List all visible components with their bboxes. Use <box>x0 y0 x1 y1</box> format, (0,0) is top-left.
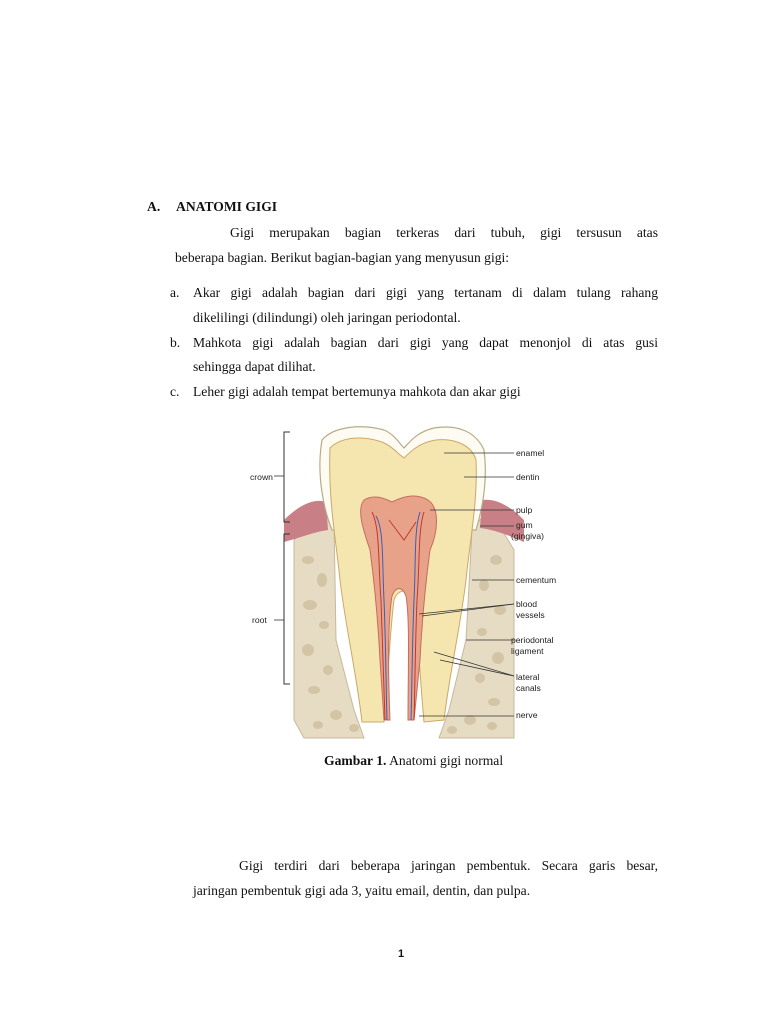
label-root: root <box>252 615 267 625</box>
figure-caption <box>324 753 503 769</box>
section-title: ANATOMI GIGI <box>176 199 278 214</box>
list-item-b-line-2: sehingga dapat dilihat. <box>193 359 316 374</box>
list-marker-a: a. <box>170 285 180 300</box>
label-dentin: dentin <box>516 472 540 482</box>
paragraph-2-line-2: jaringan pembentuk gigi ada 3, yaitu email, dentin, dan pulpa. <box>193 883 531 898</box>
section-marker: A. <box>147 199 161 214</box>
root-bracket <box>284 534 290 684</box>
list-item-c-line-1: Leher gigi adalah tempat bertemunya mahkota dan akar gigi <box>193 384 521 399</box>
label-canals: canals <box>516 683 541 693</box>
page-number: 1 <box>398 948 405 960</box>
list-marker-c: c. <box>170 384 180 399</box>
list-item-b-line-1: Mahkota gigi adalah bagian dari gigi yang dapat menonjol di atas gusi <box>193 335 658 350</box>
intro-line-1: Gigi merupakan bagian terkeras dari tubuh, gigi tersusun atas <box>230 225 658 240</box>
caption-label: Gambar 1. <box>324 753 387 768</box>
list-item-a-line-1: Akar gigi adalah bagian dari gigi yang tertanam di dalam tulang rahang <box>193 285 658 300</box>
intro-line-2: beberapa bagian. Berikut bagian-bagian yang menyusun gigi: <box>175 250 510 265</box>
label-cementum: cementum <box>516 575 557 585</box>
label-nerve: nerve <box>516 710 538 720</box>
label-gingiva: (gingiva) <box>511 531 544 541</box>
list-marker-b: b. <box>170 335 181 350</box>
label-vessels: vessels <box>516 610 545 620</box>
paragraph-2-line-1: Gigi terdiri dari beberapa jaringan pembentuk. Secara garis besar, <box>239 858 658 873</box>
list-item-a-line-2: dikelilingi (dilindungi) oleh jaringan periodontal. <box>193 310 461 325</box>
label-pulp: pulp <box>516 505 533 515</box>
label-ligament: ligament <box>511 646 544 656</box>
label-gum: gum <box>516 520 533 530</box>
label-enamel: enamel <box>516 448 545 458</box>
label-blood: blood <box>516 599 538 609</box>
label-periodontal: periodontal <box>511 635 554 645</box>
label-lateral: lateral <box>516 672 540 682</box>
crown-bracket <box>284 432 290 522</box>
label-crown: crown <box>250 472 273 482</box>
caption-text: Anatomi gigi normal <box>386 753 504 768</box>
